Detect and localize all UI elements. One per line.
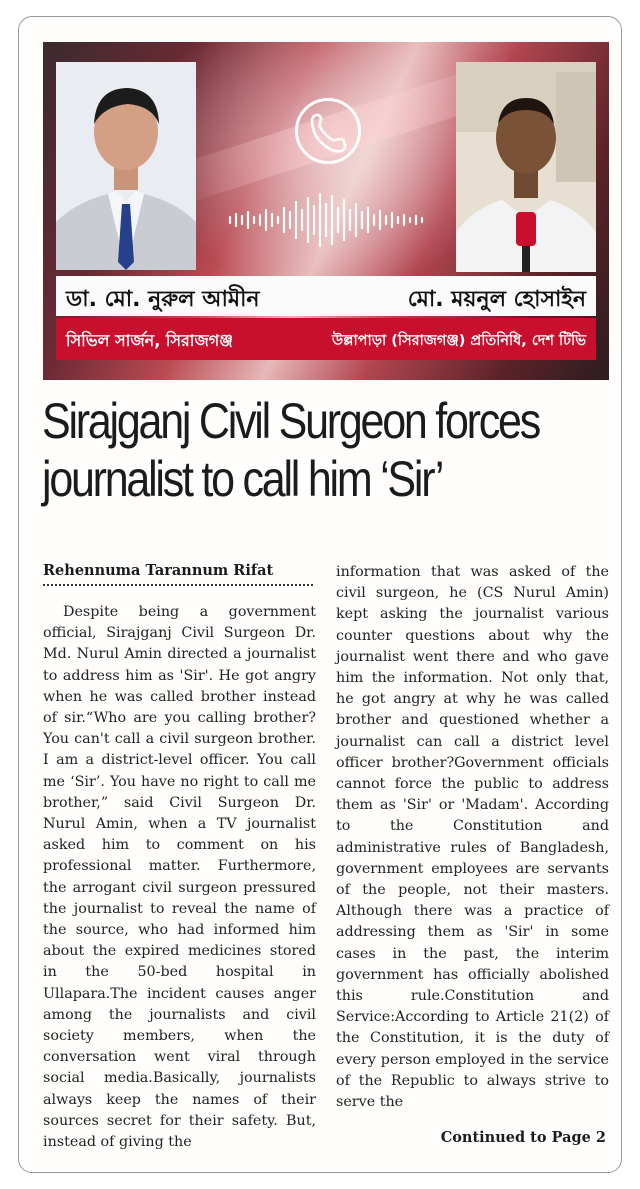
right-person-role: উল্লাপাড়া (সিরাজগঞ্জ) প্রতিনিধি, দেশ টিভি [331, 333, 586, 349]
left-person-role: সিভিল সার্জন, সিরাজগঞ্জ [66, 331, 233, 350]
byline-divider [43, 584, 313, 586]
byline: Rehennuma Tarannum Rifat [43, 562, 274, 579]
continued-note: Continued to Page 2 [440, 1129, 606, 1146]
names-strip [56, 276, 596, 316]
body-text-left: Despite being a government official, Sirajganj Civil Surgeon Dr. Md. Nurul Amin directed a journalist to address him as 'Sir'. He got angry when he was called brother instead of sir.“Who are you calling brother? You can't call a civil surgeon brother. I am a district-level officer. You call me ‘Sir’. You have no right to call me brother,” said Civil Surgeon Dr. Nurul Amin, when a TV journalist asked him to comment on his professional matter. Furthermore, the arrogant civil surgeon pressured the journalist to reveal the name of the source, who had informed him about the expired medicines stored in the 50-bed hospital in Ullapara.The incident causes anger among the journalists and civil society members, when the conversation went viral through social media.Basically, journalists always keep the names of their sources secret for their safety. But, instead of giving the [43, 604, 316, 1151]
civil-surgeon-photo [56, 62, 196, 270]
right-person-name: মো. ময়নুল হোসাইন [407, 287, 586, 312]
headline: Sirajganj Civil Surgeon forces journalist to call him ‘Sir’ [42, 393, 539, 507]
phone-call-icon [295, 98, 361, 164]
body-column-right [336, 562, 609, 1113]
journalist-photo [456, 62, 596, 272]
photo-banner [43, 42, 609, 380]
left-person-name: ডা. মো. নুরুল আমীন [66, 287, 260, 312]
audio-waveform-icon [226, 190, 426, 250]
body-column-left [43, 602, 316, 1153]
roles-strip [56, 318, 596, 360]
body-text-right: information that was asked of the civil surgeon, he (CS Nurul Amin) kept asking the journalist various counter questions about why the journalist went there and who gave him the information. Not only that, he got angry at why he was called brother and questioned whether a journalist can call a district level officer brother?Government officials cannot force the public to address them as 'Sir' or 'Madam'. According to the Constitution and administrative rules of Bangladesh, government employees are servants of the people, not their masters. Although there was a practice of addressing them as 'Sir' in some cases in the past, the interim government has officially abolished this rule.Constitution and Service:According to Article 21(2) of the Constitution, it is the duty of every person employed in the service of the Republic to always strive to serve the [336, 564, 609, 1111]
